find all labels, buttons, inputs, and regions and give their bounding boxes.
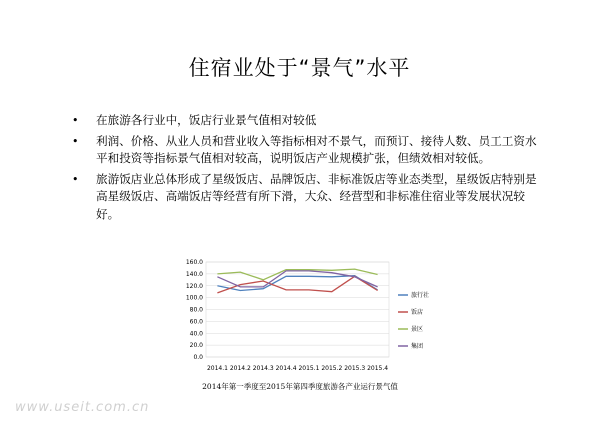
legend-label: 集团 [411,343,424,350]
y-tick-label: 100.0 [185,294,203,302]
x-tick-label: 2014.4 [275,365,297,372]
bullet-text: 旅游饭店业总体形成了星级饭店、品牌饭店、非标准饭店等业态类型，星级饭店特别是高星级饭店、高端饭店等经营有所下滑，大众、经营型和非标准住宿业等发展状况较好。 [96,171,537,221]
x-tick-label: 2015.4 [367,365,389,372]
y-tick-label: 60.0 [189,318,203,326]
y-tick-label: 0.0 [193,354,203,361]
y-tick-label: 40.0 [189,330,203,338]
y-tick-label: 120.0 [185,282,203,290]
y-tick-label: 140.0 [185,270,203,278]
bullet-item [68,171,538,224]
bullet-item [68,133,538,168]
legend-label: 饭店 [411,309,424,316]
x-tick-label: 2015.1 [298,365,320,372]
chart-caption: 2014年第一季度至2015年第四季度旅游各产业运行景气值 [202,382,398,391]
x-tick-label: 2014.3 [252,365,274,372]
chart-svg [150,252,450,402]
x-tick-label: 2015.3 [344,365,366,372]
bullet-icon: • [72,134,79,148]
y-tick-label: 20.0 [189,342,203,350]
slide-title: 住宿业处于“景气”水平 [188,56,411,80]
watermark: www.useit.com.cn [15,400,150,415]
series-line [217,276,377,291]
bullet-item [68,112,538,130]
y-tick-label: 80.0 [189,306,203,314]
y-tick-label: 160.0 [185,259,203,266]
x-tick-label: 2014.2 [229,365,251,372]
bullet-icon: • [72,114,79,127]
bullet-text: 利润、价格、从业人员和营业收入等指标相对不景气，而预订、接待人数、员工工资水平和投资等指标景气值相对较高，说明饭店产业规模扩张，但绩效相对较低。 [96,133,537,165]
bullet-text: 在旅游各行业中，饭店行业景气值相对较低 [96,113,317,127]
legend-label: 景区 [411,326,424,333]
bullet-list [68,112,538,226]
x-tick-label: 2015.2 [321,365,343,372]
line-chart [150,252,450,402]
legend-label: 旅行社 [411,292,430,299]
bullet-icon: • [72,172,79,186]
x-tick-label: 2014.1 [206,365,228,372]
